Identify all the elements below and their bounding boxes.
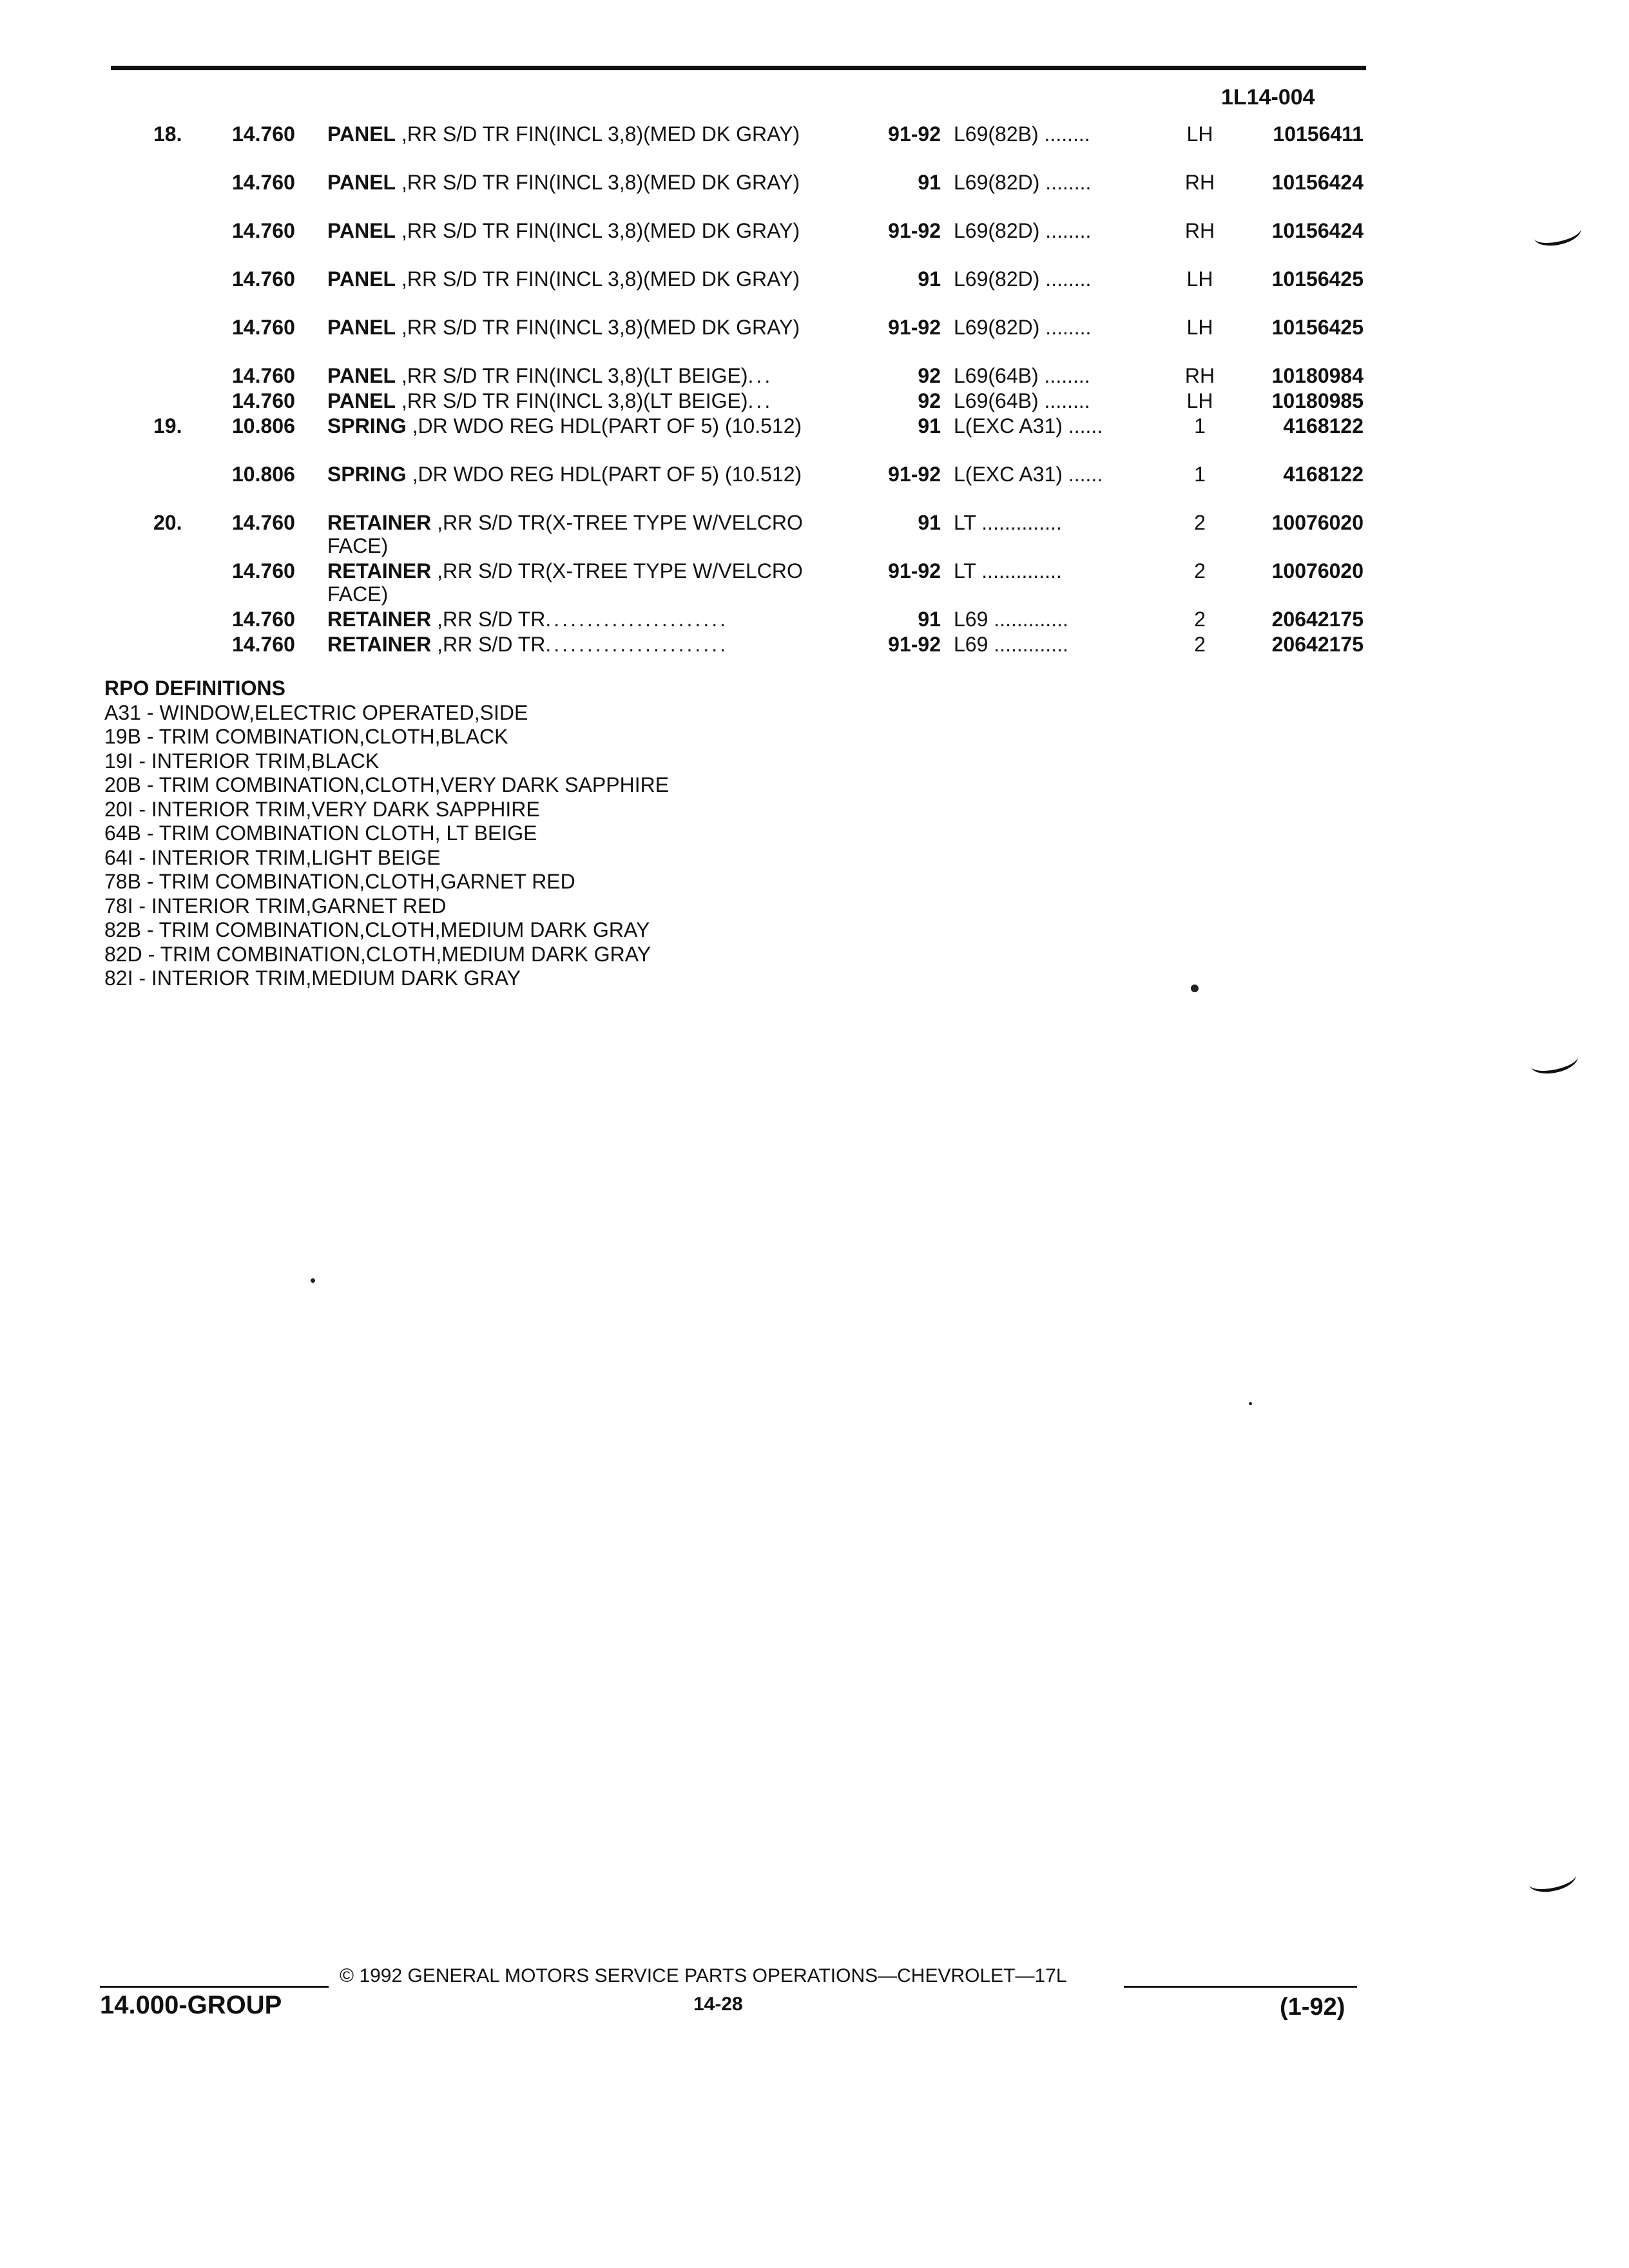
- part-number: 10076020: [1271, 511, 1364, 534]
- part-number: 10156425: [1271, 267, 1364, 291]
- rpo-item: 64B - TRIM COMBINATION CLOTH, LT BEIGE: [104, 822, 537, 845]
- group-number: 14.760: [232, 316, 295, 339]
- part-row: [0, 364, 1629, 389]
- part-number: 4168122: [1283, 414, 1364, 437]
- usage-code: L69(82D) ........: [954, 219, 1092, 242]
- quantity: 2: [1194, 511, 1206, 534]
- rpo-item: 78I - INTERIOR TRIM,GARNET RED: [104, 894, 447, 918]
- part-number: 10180985: [1271, 389, 1364, 412]
- part-description: [327, 122, 869, 146]
- part-description: [327, 414, 869, 437]
- item-number: 20.: [153, 511, 182, 534]
- part-row: [0, 414, 1629, 463]
- part-description: [327, 633, 869, 656]
- part-name: PANEL: [327, 122, 396, 146]
- part-name: SPRING: [327, 463, 407, 486]
- part-detail: ,RR S/D TR FIN(INCL 3,8)(MED DK GRAY): [396, 316, 800, 339]
- part-description: [327, 463, 869, 486]
- footer-date: (1-92): [1280, 1994, 1345, 2021]
- quantity: 2: [1194, 559, 1206, 582]
- quantity: LH: [1186, 267, 1213, 291]
- group-number: 14.760: [232, 559, 295, 582]
- part-name: PANEL: [327, 171, 396, 194]
- page-code: 1L14-004: [1221, 85, 1315, 110]
- footer-page-number: 14-28: [693, 1994, 743, 2015]
- quantity: RH: [1184, 219, 1215, 242]
- usage-code: L69(82B) ........: [954, 122, 1090, 146]
- part-number: 10180984: [1271, 364, 1364, 387]
- part-name: PANEL: [327, 316, 396, 339]
- rpo-item: 19I - INTERIOR TRIM,BLACK: [104, 749, 380, 773]
- parts-list: [0, 122, 1629, 658]
- part-row: [0, 511, 1629, 559]
- part-detail: ,RR S/D TR FIN(INCL 3,8)(LT BEIGE): [396, 364, 748, 387]
- model-years: 91: [918, 511, 941, 534]
- model-years: 91-92: [888, 316, 941, 339]
- part-name: RETAINER: [327, 559, 432, 582]
- part-detail: ,DR WDO REG HDL(PART OF 5) (10.512): [406, 414, 802, 437]
- part-name: SPRING: [327, 414, 407, 437]
- part-description: [327, 267, 869, 291]
- model-years: 91: [918, 267, 941, 291]
- quantity: RH: [1184, 171, 1215, 194]
- part-row: [0, 633, 1629, 658]
- part-detail: ,RR S/D TR FIN(INCL 3,8)(MED DK GRAY): [396, 267, 800, 291]
- usage-code: L69 .............: [954, 608, 1068, 631]
- part-detail: ,RR S/D TR(X-TREE TYPE W/VELCRO FACE): [327, 559, 803, 606]
- usage-code: L69(82D) ........: [954, 316, 1092, 339]
- group-number: 14.760: [232, 364, 295, 387]
- part-description: [327, 364, 869, 387]
- quantity: RH: [1184, 364, 1215, 387]
- part-number: 10156411: [1273, 122, 1364, 146]
- group-number: 14.760: [232, 633, 295, 656]
- part-description: [327, 316, 869, 339]
- item-number: 19.: [153, 414, 182, 437]
- part-detail: ,RR S/D TR: [431, 633, 546, 656]
- part-row: [0, 608, 1629, 633]
- group-number: 14.760: [232, 219, 295, 242]
- usage-code: LT ..............: [954, 511, 1062, 534]
- rpo-item: 19B - TRIM COMBINATION,CLOTH,BLACK: [104, 725, 508, 748]
- part-row: [0, 389, 1629, 414]
- usage-code: L69 .............: [954, 633, 1068, 656]
- part-description: [327, 219, 869, 242]
- scan-speck: [311, 1278, 315, 1283]
- part-name: PANEL: [327, 389, 396, 412]
- part-detail: ,DR WDO REG HDL(PART OF 5) (10.512): [406, 463, 802, 486]
- rpo-item: 82I - INTERIOR TRIM,MEDIUM DARK GRAY: [104, 966, 521, 990]
- usage-code: L69(64B) ........: [954, 389, 1090, 412]
- part-row: [0, 316, 1629, 364]
- rpo-definitions: [104, 677, 669, 991]
- part-name: PANEL: [327, 364, 396, 387]
- model-years: 91: [918, 414, 941, 437]
- footer-copyright: © 1992 GENERAL MOTORS SERVICE PARTS OPERATIONS—CHEVROLET—17L: [340, 1965, 1067, 1986]
- rpo-item: 82D - TRIM COMBINATION,CLOTH,MEDIUM DARK GRAY: [104, 942, 651, 966]
- group-number: 14.760: [232, 267, 295, 291]
- part-description: [327, 608, 869, 631]
- usage-code: L69(82D) ........: [954, 171, 1092, 194]
- binder-hole-mark: [1528, 1046, 1580, 1078]
- part-detail: ,RR S/D TR FIN(INCL 3,8)(MED DK GRAY): [396, 122, 800, 146]
- part-number: 10076020: [1271, 559, 1364, 582]
- footer-group-label: 14.000-GROUP: [100, 1991, 282, 2019]
- rpo-item: 82B - TRIM COMBINATION,CLOTH,MEDIUM DARK GRAY: [104, 918, 650, 941]
- model-years: 92: [918, 389, 941, 412]
- rpo-item: 20I - INTERIOR TRIM,VERY DARK SAPPHIRE: [104, 797, 540, 821]
- part-detail: ,RR S/D TR FIN(INCL 3,8)(MED DK GRAY): [396, 171, 800, 194]
- part-number: 10156424: [1271, 219, 1364, 242]
- part-description: [327, 559, 869, 606]
- part-row: [0, 463, 1629, 511]
- quantity: 1: [1194, 414, 1206, 437]
- rpo-title: RPO DEFINITIONS: [104, 677, 285, 700]
- model-years: 91-92: [888, 219, 941, 242]
- part-name: PANEL: [327, 267, 396, 291]
- quantity: 2: [1194, 633, 1206, 656]
- part-number: 20642175: [1271, 608, 1364, 631]
- model-years: 91: [918, 171, 941, 194]
- scan-speck: [1191, 985, 1199, 992]
- group-number: 14.760: [232, 511, 295, 534]
- rpo-item: 78B - TRIM COMBINATION,CLOTH,GARNET RED: [104, 870, 575, 893]
- quantity: LH: [1186, 389, 1213, 412]
- scan-speck: [1249, 1402, 1252, 1405]
- part-detail: ,RR S/D TR: [431, 608, 546, 631]
- rpo-item: 64I - INTERIOR TRIM,LIGHT BEIGE: [104, 845, 441, 869]
- part-name: PANEL: [327, 219, 396, 242]
- group-number: 14.760: [232, 171, 295, 194]
- quantity: 2: [1194, 608, 1206, 631]
- group-number: 10.806: [232, 463, 295, 486]
- part-row: [0, 219, 1629, 267]
- part-name: RETAINER: [327, 633, 432, 656]
- usage-code: L69(82D) ........: [954, 267, 1092, 291]
- part-name: RETAINER: [327, 511, 432, 534]
- group-number: 14.760: [232, 389, 295, 412]
- usage-code: LT ..............: [954, 559, 1062, 582]
- binder-hole-mark: [1527, 1864, 1578, 1896]
- quantity: LH: [1186, 122, 1213, 146]
- part-description: [327, 389, 869, 412]
- group-number: 14.760: [232, 122, 295, 146]
- model-years: 91: [918, 608, 941, 631]
- footer-left-rule: [100, 1986, 329, 1988]
- part-number: 20642175: [1271, 633, 1364, 656]
- part-number: 10156424: [1271, 171, 1364, 194]
- model-years: 91-92: [888, 633, 941, 656]
- dot-leader: ...: [747, 364, 773, 387]
- part-row: [0, 171, 1629, 219]
- part-row: [0, 267, 1629, 316]
- dot-leader: ......................: [545, 633, 728, 656]
- top-rule: [111, 66, 1366, 70]
- part-detail: ,RR S/D TR FIN(INCL 3,8)(MED DK GRAY): [396, 219, 800, 242]
- part-description: [327, 511, 869, 557]
- item-number: 18.: [153, 122, 182, 146]
- part-row: [0, 559, 1629, 608]
- usage-code: L69(64B) ........: [954, 364, 1090, 387]
- group-number: 10.806: [232, 414, 295, 437]
- footer-right-rule: [1124, 1986, 1357, 1988]
- part-name: RETAINER: [327, 608, 432, 631]
- model-years: 92: [918, 364, 941, 387]
- model-years: 91-92: [888, 559, 941, 582]
- part-detail: ,RR S/D TR(X-TREE TYPE W/VELCRO FACE): [327, 511, 803, 557]
- model-years: 91-92: [888, 122, 941, 146]
- part-number: 4168122: [1283, 463, 1364, 486]
- group-number: 14.760: [232, 608, 295, 631]
- part-detail: ,RR S/D TR FIN(INCL 3,8)(LT BEIGE): [396, 389, 748, 412]
- quantity: 1: [1194, 463, 1206, 486]
- part-description: [327, 171, 869, 194]
- dot-leader: ......................: [545, 608, 728, 631]
- rpo-item: 20B - TRIM COMBINATION,CLOTH,VERY DARK SAPPHIRE: [104, 773, 670, 796]
- model-years: 91-92: [888, 463, 941, 486]
- part-row: [0, 122, 1629, 171]
- quantity: LH: [1186, 316, 1213, 339]
- part-number: 10156425: [1271, 316, 1364, 339]
- dot-leader: ...: [747, 389, 773, 412]
- usage-code: L(EXC A31) ......: [954, 414, 1103, 437]
- usage-code: L(EXC A31) ......: [954, 463, 1103, 486]
- rpo-item: A31 - WINDOW,ELECTRIC OPERATED,SIDE: [104, 700, 528, 724]
